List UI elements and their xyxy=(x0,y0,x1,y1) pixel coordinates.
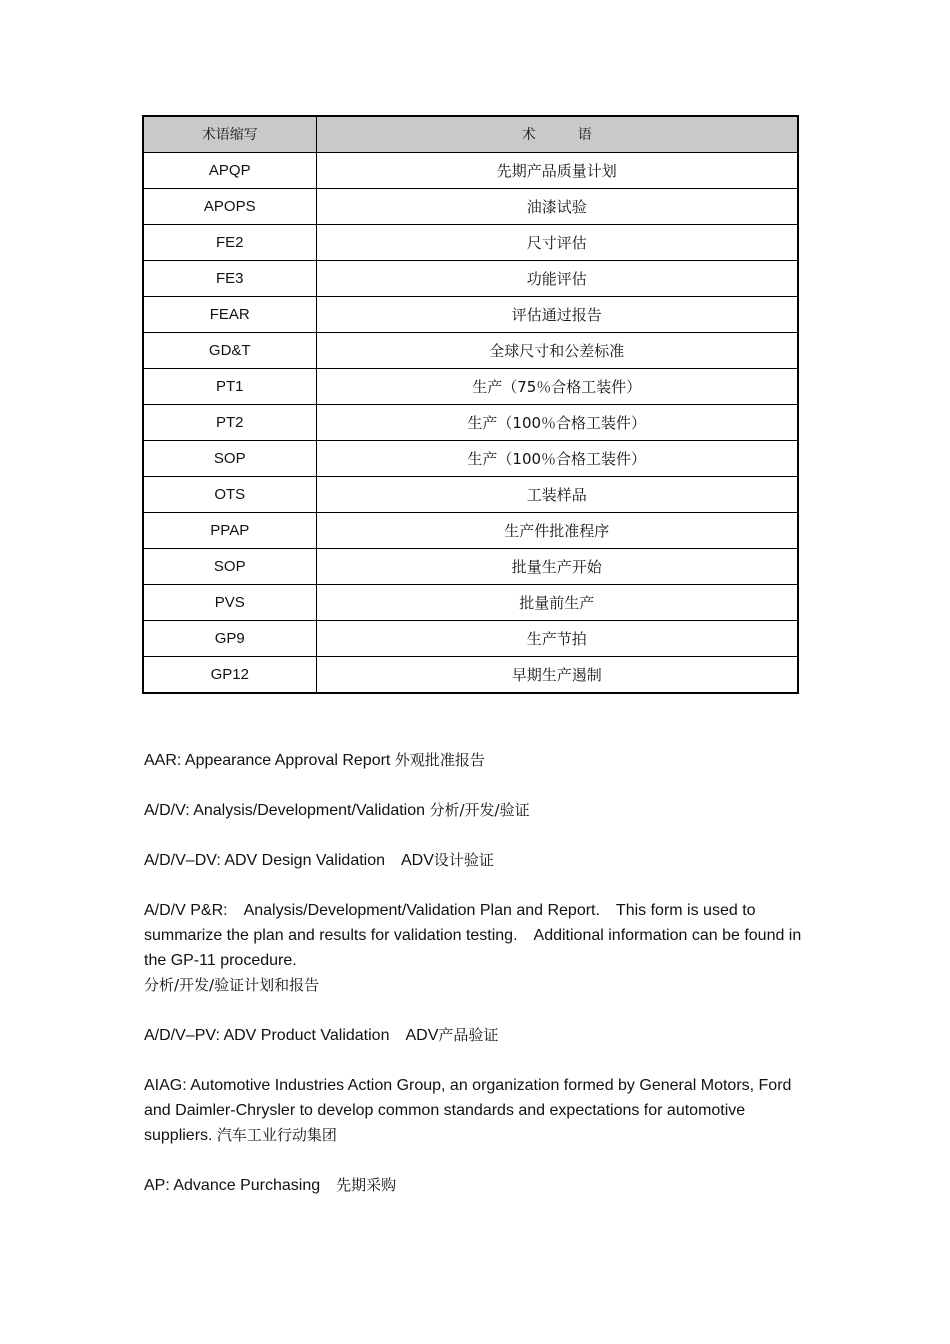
table-row xyxy=(143,333,798,369)
glossary-zh: 先期采购 xyxy=(336,1176,397,1194)
term-cell: 批量生产开始 xyxy=(316,549,798,585)
glossary-en: AIAG: Automotive Industries Action Group, an organization formed by General Motors, Ford and Daimler-Chrysler to develop common standards and expectations for automotive suppliers. xyxy=(144,1077,792,1144)
abbr-cell: GD&T xyxy=(143,333,316,369)
glossary-en: AAR: Appearance Approval Report xyxy=(144,752,395,769)
table-row xyxy=(143,153,798,189)
glossary-entry xyxy=(144,1073,804,1148)
table-row xyxy=(143,441,798,477)
term-cell: 生产件批准程序 xyxy=(316,513,798,549)
glossary-zh: 汽车工业行动集团 xyxy=(216,1126,337,1144)
glossary-en: A/D/V–PV: ADV Product Validation ADV xyxy=(144,1027,439,1044)
terms-table xyxy=(142,115,799,694)
table-row xyxy=(143,297,798,333)
glossary-entry xyxy=(144,798,804,823)
table-row xyxy=(143,585,798,621)
glossary-list xyxy=(144,748,804,1223)
glossary-entry xyxy=(144,1023,804,1048)
glossary-zh: 产品验证 xyxy=(438,1026,499,1044)
term-cell: 先期产品质量计划 xyxy=(316,153,798,189)
glossary-zh: 设计验证 xyxy=(433,851,494,869)
glossary-zh: 外观批准报告 xyxy=(394,751,485,769)
term-cell: 批量前生产 xyxy=(316,585,798,621)
glossary-entry xyxy=(144,898,804,998)
table-header-row xyxy=(143,116,798,153)
glossary-entry xyxy=(144,1173,804,1198)
term-cell: 尺寸评估 xyxy=(316,225,798,261)
glossary-en: A/D/V: Analysis/Development/Validation xyxy=(144,802,430,819)
table-row xyxy=(143,261,798,297)
abbr-cell: SOP xyxy=(143,549,316,585)
term-cell: 功能评估 xyxy=(316,261,798,297)
abbr-cell: APOPS xyxy=(143,189,316,225)
term-cell: 工装样品 xyxy=(316,477,798,513)
table-row xyxy=(143,405,798,441)
glossary-entry xyxy=(144,848,804,873)
term-cell: 全球尺寸和公差标准 xyxy=(316,333,798,369)
table-row xyxy=(143,549,798,585)
abbr-cell: GP12 xyxy=(143,657,316,694)
table-row xyxy=(143,369,798,405)
glossary-zh: 分析/开发/验证 xyxy=(429,801,530,819)
table-row xyxy=(143,477,798,513)
abbr-cell: PVS xyxy=(143,585,316,621)
abbr-cell: FEAR xyxy=(143,297,316,333)
glossary-en: AP: Advance Purchasing xyxy=(144,1177,337,1194)
abbr-cell: PPAP xyxy=(143,513,316,549)
term-cell: 生产（100％合格工装件） xyxy=(316,441,798,477)
term-cell: 生产节拍 xyxy=(316,621,798,657)
glossary-entry xyxy=(144,748,804,773)
table-row xyxy=(143,513,798,549)
table-row xyxy=(143,657,798,694)
abbr-cell: PT2 xyxy=(143,405,316,441)
term-cell: 评估通过报告 xyxy=(316,297,798,333)
table-row xyxy=(143,225,798,261)
term-cell: 生产（100％合格工装件） xyxy=(316,405,798,441)
table-row xyxy=(143,189,798,225)
table-row xyxy=(143,621,798,657)
abbr-cell: PT1 xyxy=(143,369,316,405)
glossary-zh: 分析/开发/验证计划和报告 xyxy=(144,976,320,994)
abbr-cell: FE3 xyxy=(143,261,316,297)
term-cell: 早期生产遏制 xyxy=(316,657,798,694)
glossary-en: A/D/V P&R: Analysis/Development/Validation Plan and Report. This form is used to summarize the plan and results for validation testing. Additional information can be found in the GP-11 procedure. xyxy=(144,902,802,969)
abbr-cell: OTS xyxy=(143,477,316,513)
header-term: 术 语 xyxy=(316,116,798,153)
term-cell: 油漆试验 xyxy=(316,189,798,225)
abbr-cell: SOP xyxy=(143,441,316,477)
abbr-cell: FE2 xyxy=(143,225,316,261)
abbr-cell: APQP xyxy=(143,153,316,189)
glossary-en: A/D/V–DV: ADV Design Validation ADV xyxy=(144,852,434,869)
abbr-cell: GP9 xyxy=(143,621,316,657)
term-cell: 生产（75％合格工装件） xyxy=(316,369,798,405)
header-abbreviation: 术语缩写 xyxy=(143,116,316,153)
